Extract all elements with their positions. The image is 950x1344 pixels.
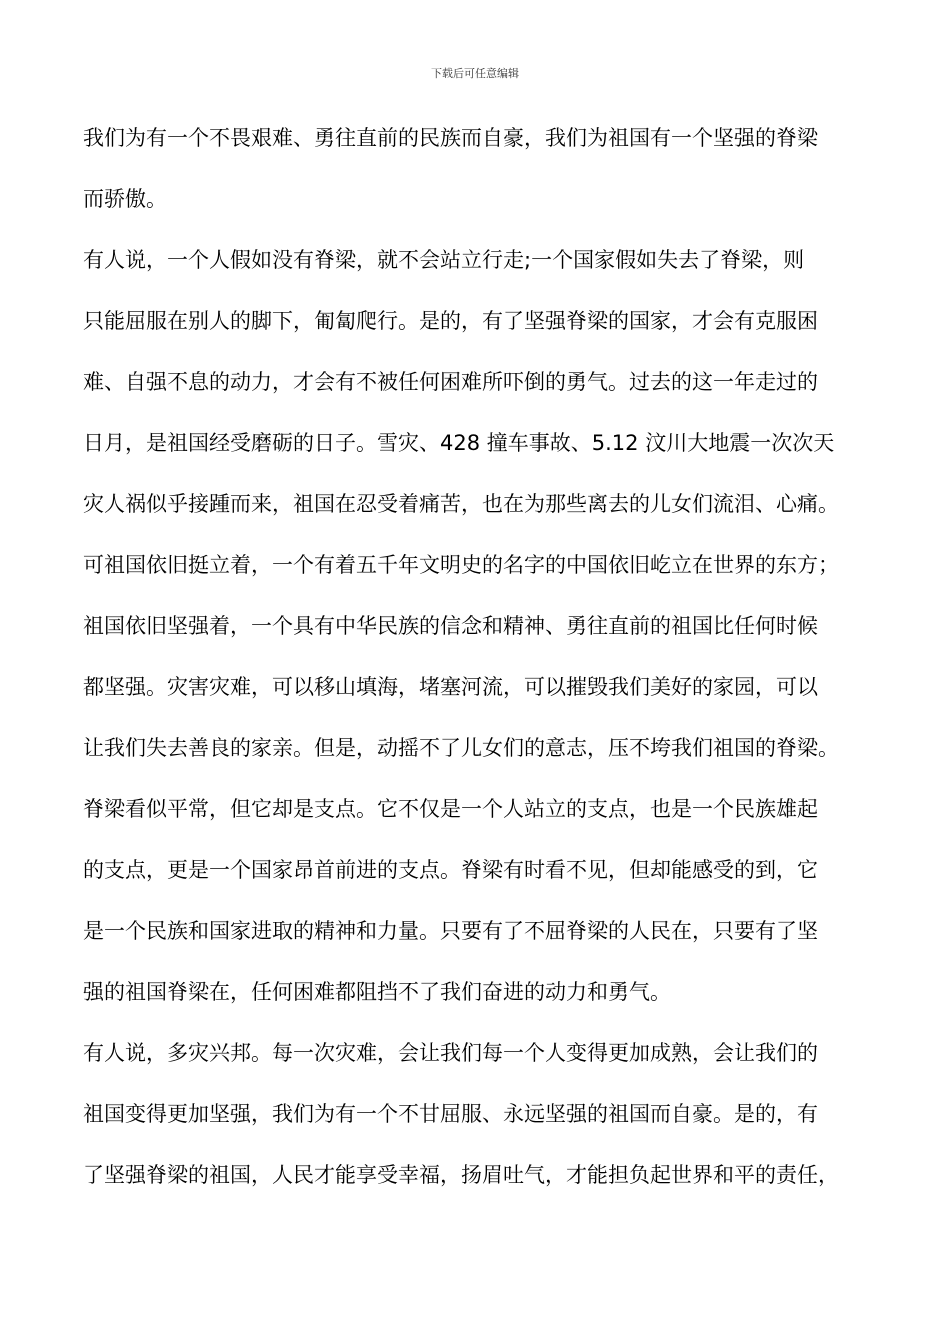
- text-line: 有人说，多灾兴邦。每一次灾难，会让我们每一个人变得更加成熟，会让我们的: [83, 1041, 818, 1065]
- text-line: 祖国变得更加坚强，我们为有一个不甘屈服、永远坚强的祖国而自豪。是的，有: [83, 1102, 818, 1126]
- text-line: 我们为有一个不畏艰难、勇往直前的民族而自豪，我们为祖国有一个坚强的脊梁: [83, 126, 818, 150]
- text-line: 强的祖国脊梁在，任何困难都阻挡不了我们奋进的动力和勇气。: [83, 980, 671, 1004]
- text-line: 日月，是祖国经受磨砺的日子。雪灾、428 撞车事故、5.12 汶川大地震一次次天: [83, 431, 835, 455]
- text-line: 可祖国依旧挺立着，一个有着五千年文明史的名字的中国依旧屹立在世界的东方；: [83, 553, 839, 577]
- text-line: 只能屈服在别人的脚下，匍匐爬行。是的，有了坚强脊梁的国家，才会有克服困: [83, 309, 818, 333]
- document-body: [83, 108, 883, 1206]
- text-line: 有人说，一个人假如没有脊梁，就不会站立行走;一个国家假如失去了脊梁，则: [83, 248, 805, 272]
- text-line: 而骄傲。: [83, 187, 167, 211]
- text-line: 都坚强。灾害灾难，可以移山填海，堵塞河流，可以摧毁我们美好的家园，可以: [83, 675, 818, 699]
- text-line: 的支点，更是一个国家昂首前进的支点。脊梁有时看不见，但却能感受的到，它: [83, 858, 818, 882]
- text-line: 祖国依旧坚强着，一个具有中华民族的信念和精神、勇往直前的祖国比任何时候: [83, 614, 818, 638]
- text-line: 脊梁看似平常，但它却是支点。它不仅是一个人站立的支点，也是一个民族雄起: [83, 797, 818, 821]
- text-line: 难、自强不息的动力，才会有不被任何困难所吓倒的勇气。过去的这一年走过的: [83, 370, 818, 394]
- text-line: 是一个民族和国家进取的精神和力量。只要有了不屈脊梁的人民在，只要有了坚: [83, 919, 818, 943]
- text-line: 了坚强脊梁的祖国，人民才能享受幸福，扬眉吐气，才能担负起世界和平的责任，: [83, 1163, 839, 1187]
- text-line: 灾人祸似乎接踵而来，祖国在忍受着痛苦，也在为那些离去的儿女们流泪、心痛。: [83, 492, 839, 516]
- text-line: 让我们失去善良的家亲。但是，动摇不了儿女们的意志，压不垮我们祖国的脊梁。: [83, 736, 839, 760]
- page-header: 下载后可任意编辑: [431, 67, 519, 80]
